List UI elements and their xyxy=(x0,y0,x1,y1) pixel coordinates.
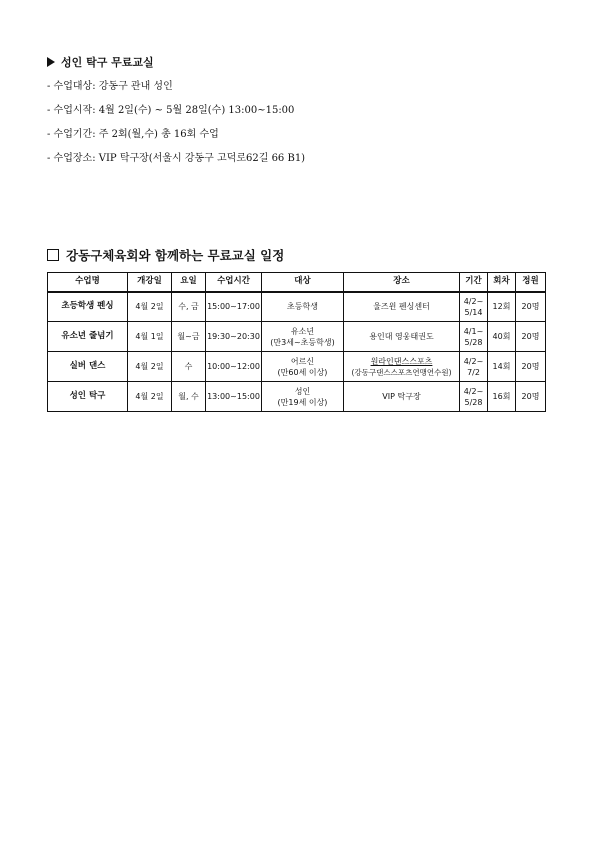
square-bullet-icon xyxy=(47,249,59,261)
section-title: 성인 탁구 무료교실 xyxy=(61,56,154,69)
cell-capacity: 20명 xyxy=(516,322,546,352)
table-row xyxy=(48,322,546,352)
cell-place xyxy=(344,322,460,352)
header-time: 수업시간 xyxy=(206,273,262,292)
cell-capacity: 20명 xyxy=(516,292,546,322)
cell-period xyxy=(460,352,488,382)
schedule-table xyxy=(47,272,546,412)
cell-period-start: 4/2~ xyxy=(463,356,484,366)
cell-capacity: 20명 xyxy=(516,382,546,412)
cell-time: 13:00~15:00 xyxy=(206,382,262,412)
cell-period xyxy=(460,292,488,322)
header-start: 개강일 xyxy=(128,273,172,292)
schedule-title: 강동구체육회와 함께하는 무료교실 일정 xyxy=(66,248,285,263)
cell-sessions: 40회 xyxy=(488,322,516,352)
header-capacity: 정원 xyxy=(516,273,546,292)
header-days: 요일 xyxy=(172,273,206,292)
header-place: 장소 xyxy=(344,273,460,292)
cell-period xyxy=(460,322,488,352)
cell-start: 4월 2일 xyxy=(128,352,172,382)
cell-target-detail: (만19세 이상) xyxy=(277,397,328,407)
cell-days: 수 xyxy=(172,352,206,382)
table-row xyxy=(48,382,546,412)
cell-target-main: 어르신 xyxy=(290,356,315,366)
cell-days: 월~금 xyxy=(172,322,206,352)
cell-period-end: 7/2 xyxy=(467,367,480,377)
cell-target-main: 성인 xyxy=(294,386,311,396)
cell-time: 10:00~12:00 xyxy=(206,352,262,382)
cell-target xyxy=(262,322,344,352)
cell-target-main: 유소년 xyxy=(290,326,315,336)
cell-target xyxy=(262,382,344,412)
cell-name: 실버 댄스 xyxy=(48,352,128,382)
cell-period-start: 4/1~ xyxy=(463,326,484,336)
cell-sessions: 16회 xyxy=(488,382,516,412)
schedule-heading xyxy=(47,246,284,264)
cell-sessions: 14회 xyxy=(488,352,516,382)
cell-start: 4월 2일 xyxy=(128,292,172,322)
cell-capacity: 20명 xyxy=(516,352,546,382)
cell-target xyxy=(262,292,344,322)
cell-period-end: 5/28 xyxy=(464,397,483,407)
header-name: 수업명 xyxy=(48,273,128,292)
info-item-duration: - 수업기간: 주 2회(월,수) 총 16회 수업 xyxy=(47,129,219,140)
cell-start: 4월 1일 xyxy=(128,322,172,352)
cell-place-main: 용인대 영웅태권도 xyxy=(369,332,434,341)
cell-place-main: 울즈윈 펜싱센터 xyxy=(373,302,430,312)
cell-start: 4월 2일 xyxy=(128,382,172,412)
table-header-row xyxy=(48,273,546,292)
info-list xyxy=(47,80,305,176)
triangle-bullet-icon xyxy=(47,57,55,67)
cell-target-main: 초등학생 xyxy=(287,302,318,312)
cell-name: 유소년 줄넘기 xyxy=(48,322,128,352)
cell-place-main: VIP 탁구장 xyxy=(382,392,421,401)
table-row xyxy=(48,352,546,382)
cell-days: 월, 수 xyxy=(172,382,206,412)
cell-place-detail: (강동구댄스스포츠연맹연수원) xyxy=(351,367,452,377)
info-item-start: - 수업시작: 4월 2일(수) ~ 5월 28일(수) 13:00~15:00 xyxy=(47,105,295,116)
info-item-location: - 수업장소: VIP 탁구장(서울시 강동구 고덕로62길 66 B1) xyxy=(47,153,306,164)
cell-place xyxy=(344,382,460,412)
table-row xyxy=(48,292,546,322)
cell-days: 수, 금 xyxy=(172,292,206,322)
cell-sessions: 12회 xyxy=(488,292,516,322)
cell-place xyxy=(344,352,460,382)
cell-time: 19:30~20:30 xyxy=(206,322,262,352)
cell-target-detail: (만60세 이상) xyxy=(277,367,328,377)
cell-target xyxy=(262,352,344,382)
header-period: 기간 xyxy=(460,273,488,292)
cell-period-end: 5/14 xyxy=(464,307,483,317)
cell-period-end: 5/28 xyxy=(464,337,483,347)
header-target: 대상 xyxy=(262,273,344,292)
cell-place xyxy=(344,292,460,322)
cell-period-start: 4/2~ xyxy=(463,296,484,306)
cell-period xyxy=(460,382,488,412)
info-item-target: - 수업대상: 강동구 관내 성인 xyxy=(47,81,173,92)
cell-time: 15:00~17:00 xyxy=(206,292,262,322)
cell-target-detail: (만3세~초등학생) xyxy=(270,337,335,347)
header-sessions: 회차 xyxy=(488,273,516,292)
cell-period-start: 4/2~ xyxy=(463,386,484,396)
cell-name: 초등학생 펜싱 xyxy=(48,292,128,322)
cell-place-main: 원라인댄스스포츠 xyxy=(370,356,433,366)
section-heading xyxy=(47,54,154,70)
cell-name: 성인 탁구 xyxy=(48,382,128,412)
